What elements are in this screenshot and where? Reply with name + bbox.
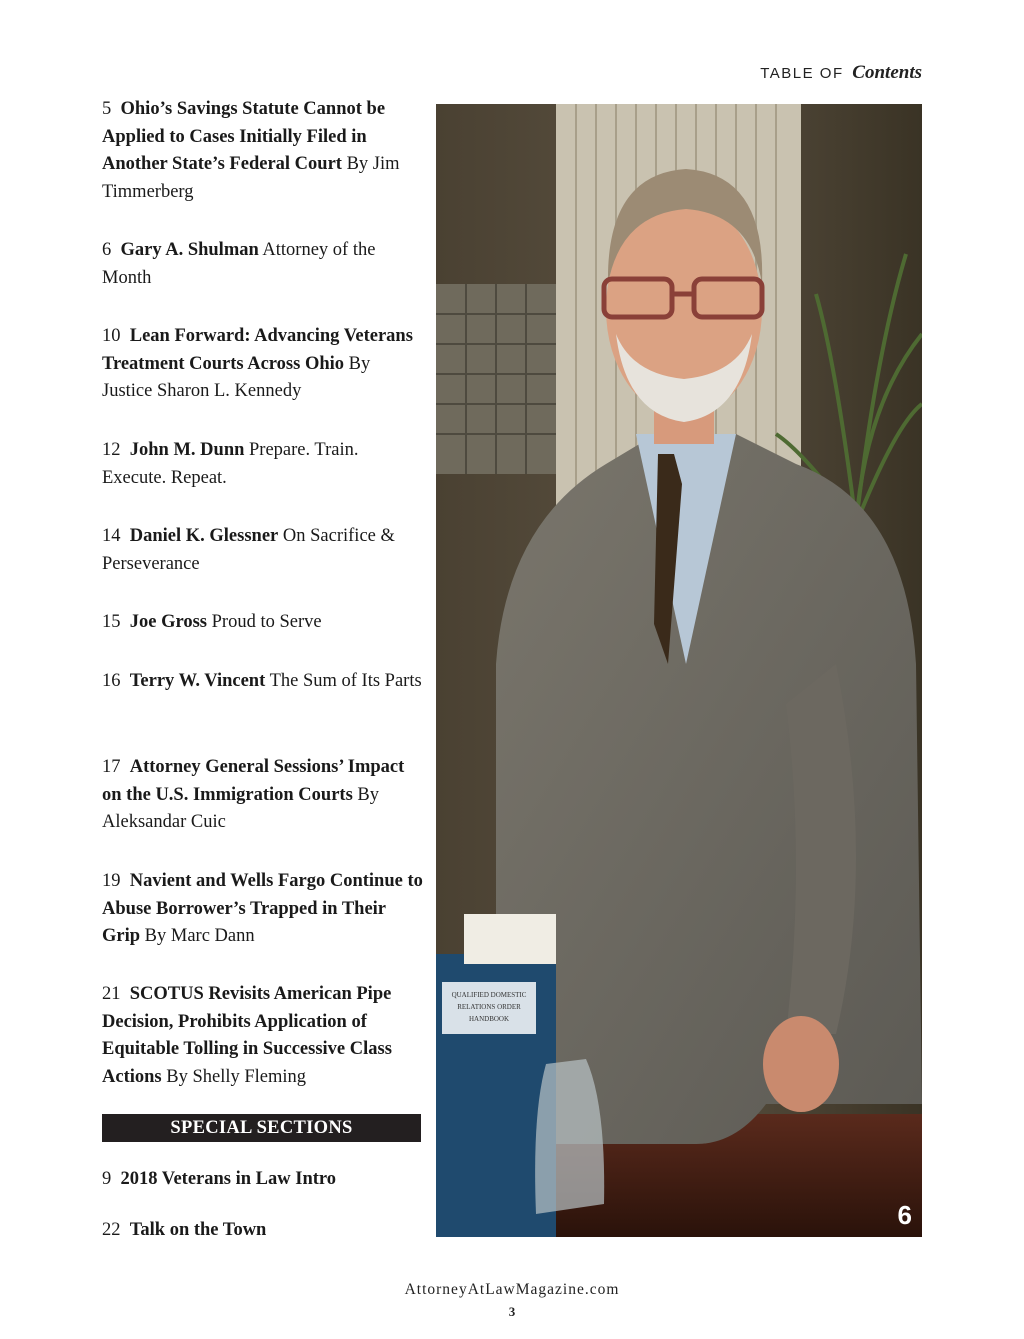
- toc-byline: Attorney of the Month: [102, 240, 376, 288]
- header-label: TABLE OF: [760, 65, 844, 82]
- toc-item[interactable]: [102, 868, 424, 951]
- binder-label-line: RELATIONS ORDER: [457, 1003, 521, 1011]
- toc-title: 2018 Veterans in Law Intro: [120, 1169, 337, 1189]
- toc-byline: By Jim Timmerberg: [102, 154, 400, 202]
- toc-item[interactable]: [102, 96, 424, 206]
- binder-pages: [464, 914, 556, 964]
- toc-title: John M. Dunn: [129, 440, 245, 460]
- toc-byline: On Sacrifice & Perseverance: [102, 526, 395, 574]
- right-arm: [786, 664, 856, 1034]
- toc-item[interactable]: [102, 668, 424, 696]
- toc-title: Gary A. Shulman: [120, 240, 259, 260]
- toc-title: SCOTUS Revisits American Pipe Decision, Prohibits Application of Equitable Tolling in Successive Class Actions: [102, 984, 392, 1087]
- section-header: [760, 62, 922, 84]
- toc-item[interactable]: [102, 754, 424, 837]
- toc-title: Joe Gross: [129, 612, 208, 632]
- cover-photo: [436, 104, 922, 1237]
- special-section-item[interactable]: [102, 1217, 424, 1244]
- toc-item[interactable]: [102, 523, 424, 578]
- toc-page-number: 10: [102, 326, 121, 346]
- toc-item[interactable]: [102, 981, 424, 1091]
- toc-page-number: 12: [102, 440, 121, 460]
- toc-page-number: 16: [102, 671, 121, 691]
- toc-page-number: 17: [102, 757, 121, 777]
- header-title: Contents: [852, 62, 922, 83]
- toc-byline: By Justice Sharon L. Kennedy: [102, 353, 371, 401]
- toc-page-number: 5: [102, 99, 112, 119]
- page-marker: 6: [897, 1200, 912, 1230]
- toc-title: Daniel K. Glessner: [129, 526, 279, 546]
- toc-page-number: 6: [102, 240, 112, 260]
- toc-page-number: 9: [102, 1169, 112, 1189]
- special-section-item[interactable]: [102, 1166, 424, 1193]
- toc-byline: By Aleksandar Cuic: [102, 784, 379, 832]
- page-number: 3: [508, 1304, 516, 1319]
- toc-item[interactable]: [102, 609, 424, 637]
- toc-title: Ohio’s Savings Statute Cannot be Applied to Cases Initially Filed in Another State’s Federal Court: [102, 99, 386, 174]
- toc-byline: By Marc Dann: [144, 926, 255, 946]
- toc-page-number: 15: [102, 612, 121, 632]
- toc-title: Attorney General Sessions’ Impact on the U.S. Immigration Courts: [102, 757, 405, 805]
- special-sections-heading: SPECIAL SECTIONS: [102, 1114, 421, 1142]
- hand: [763, 1016, 839, 1112]
- binder-label-line: HANDBOOK: [468, 1015, 510, 1023]
- footer-url[interactable]: AttorneyAtLawMagazine.com: [404, 1281, 620, 1298]
- toc-title: Terry W. Vincent: [129, 671, 266, 691]
- toc-byline: Prepare. Train. Execute. Repeat.: [102, 440, 359, 488]
- toc-item[interactable]: [102, 437, 424, 492]
- toc-byline: The Sum of Its Parts: [269, 671, 422, 691]
- toc-byline: Proud to Serve: [211, 612, 322, 632]
- toc-item[interactable]: [102, 237, 424, 292]
- binder-label-line: QUALIFIED DOMESTIC: [451, 991, 527, 999]
- toc-byline: By Shelly Fleming: [166, 1066, 307, 1087]
- glass-award: [535, 1059, 604, 1214]
- toc-item[interactable]: [102, 323, 424, 406]
- toc-title: Lean Forward: Advancing Veterans Treatment Courts Across Ohio: [102, 326, 413, 374]
- portrait-illustration: [436, 104, 922, 1237]
- toc-page-number: 14: [102, 526, 121, 546]
- toc-page-number: 19: [102, 871, 121, 891]
- toc-title: Talk on the Town: [129, 1220, 267, 1240]
- toc-title: Navient and Wells Fargo Continue to Abuse Borrower’s Trapped in Their Grip: [102, 871, 423, 946]
- toc-page-number: 22: [102, 1220, 121, 1240]
- toc-page-number: 21: [102, 984, 121, 1004]
